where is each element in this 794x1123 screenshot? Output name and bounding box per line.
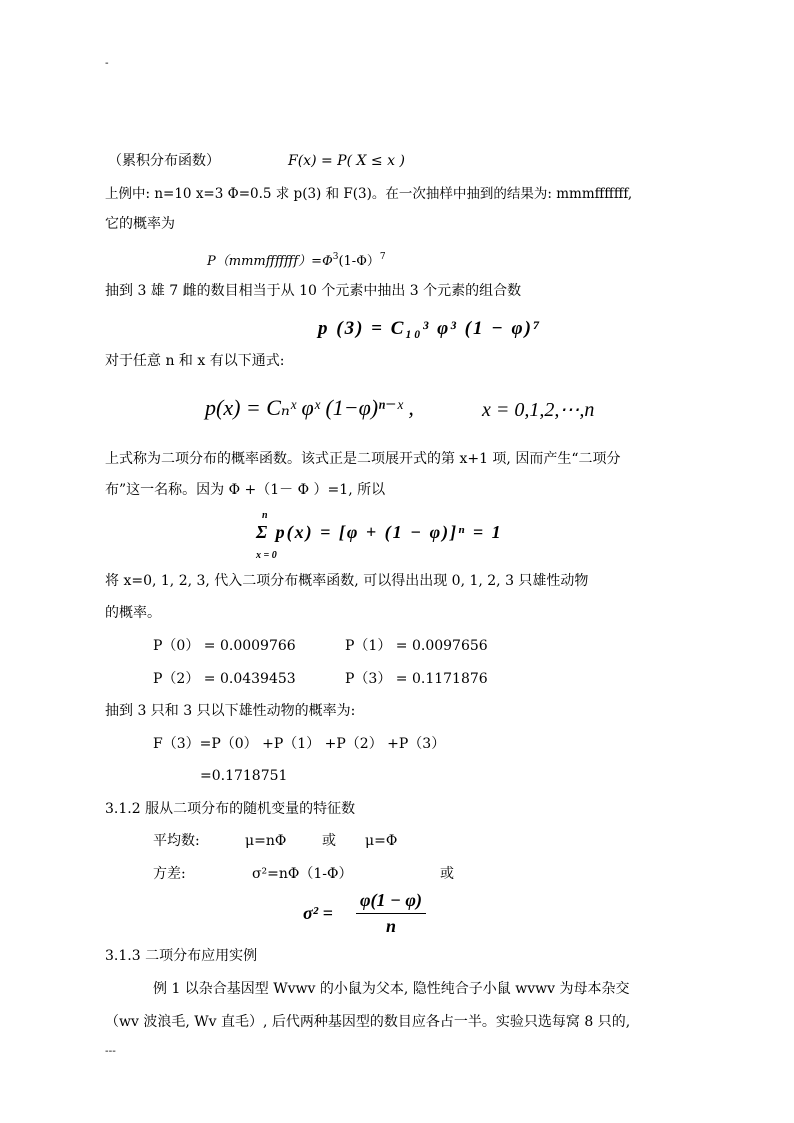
footer-mark: --- (105, 1046, 116, 1057)
cdf-label: （累积分布函数） (108, 153, 220, 169)
section-heading-3-1-3: 3.1.3 二项分布应用实例 (105, 948, 258, 964)
example-line: 上例中: n=10 x=3 Φ=0.5 求 p(3) 和 F(3)。在一次抽样中抽到的结果为: mmmfffffff, (105, 186, 633, 202)
equation-sum: Σ p(x) = [φ + (1 − φ)]ⁿ = 1 (256, 522, 503, 542)
example-1-line-1: 例 1 以杂合基因型 Wvwv 的小鼠为父本, 隐性纯合子小鼠 wvwv 为母本杂交 (153, 981, 630, 997)
variance-formula: σ²=nΦ（1-Φ） (252, 866, 353, 882)
mean-or: 或 (322, 833, 336, 849)
sum-upper-limit: n (262, 510, 268, 521)
p1-value: P（1） = 0.0097656 (345, 638, 488, 654)
example-1-line-2: （wv 波浪毛, Wv 直毛）, 后代两种基因型的数目应各占一半。实验只选每窝 8 只的, (105, 1014, 631, 1030)
mean-formula-2: μ=Φ (365, 833, 398, 849)
equation-binomial-lhs: p(x) = Cₙˣ φˣ (1−φ)ⁿ⁻ˣ , (205, 395, 414, 420)
probability-intro: 它的概率为 (105, 216, 175, 232)
mean-label: 平均数: (153, 833, 200, 849)
binomial-definition: 上式称为二项分布的概率函数。该式正是二项展开式的第 x+1 项, 因而产生“二项分 (105, 451, 621, 467)
equation-binomial-rhs: x = 0,1,2,⋯,n (482, 399, 595, 421)
substitution-text-cont: 的概率。 (105, 605, 161, 621)
cumulative-formula: F（3）=P（0） +P（1） +P（2） +P（3） (153, 736, 446, 752)
sum-lower-limit: x = 0 (256, 550, 277, 561)
cumulative-result: =0.1718751 (200, 768, 288, 784)
variance-or: 或 (440, 866, 454, 882)
cumulative-intro: 抽到 3 只和 3 只以下雄性动物的概率为: (105, 703, 356, 719)
section-heading-3-1-2: 3.1.2 服从二项分布的随机变量的特征数 (105, 801, 356, 817)
substitution-text: 将 x=0, 1, 2, 3, 代入二项分布概率函数, 可以得出出现 0, 1, 2, 3 只雄性动物 (105, 573, 589, 589)
p3-value: P（3） = 0.1171876 (345, 671, 488, 687)
fraction-numerator: φ(1 − φ) (356, 890, 426, 914)
variance-fraction-lhs: σ² = (303, 903, 333, 923)
p0-value: P（0） = 0.0009766 (153, 638, 296, 654)
combination-text: 抽到 3 雄 7 雌的数目相当于从 10 个元素中抽出 3 个元素的组合数 (105, 283, 522, 299)
binomial-name: 布”这一名称。因为 Φ +（1－ Φ ）=1, 所以 (105, 482, 386, 498)
equation-p3: p (3) = C₁₀³ φ³ (1 − φ)⁷ (318, 318, 542, 339)
variance-label: 方差: (153, 866, 186, 882)
sequence-probability: $P(mmmfffffff)=\Phi^3(1-\Phi)^7$ (207, 252, 386, 269)
cdf-formula: F(x) = P( X ≤ x ) (288, 153, 405, 169)
variance-fraction (356, 890, 426, 937)
p2-value: P（2） = 0.0439453 (153, 671, 296, 687)
mean-formula-1: μ=nΦ (245, 833, 287, 849)
header-mark: - (105, 58, 109, 69)
fraction-denominator: n (385, 916, 396, 936)
general-formula-intro: 对于任意 n 和 x 有以下通式: (105, 353, 285, 369)
